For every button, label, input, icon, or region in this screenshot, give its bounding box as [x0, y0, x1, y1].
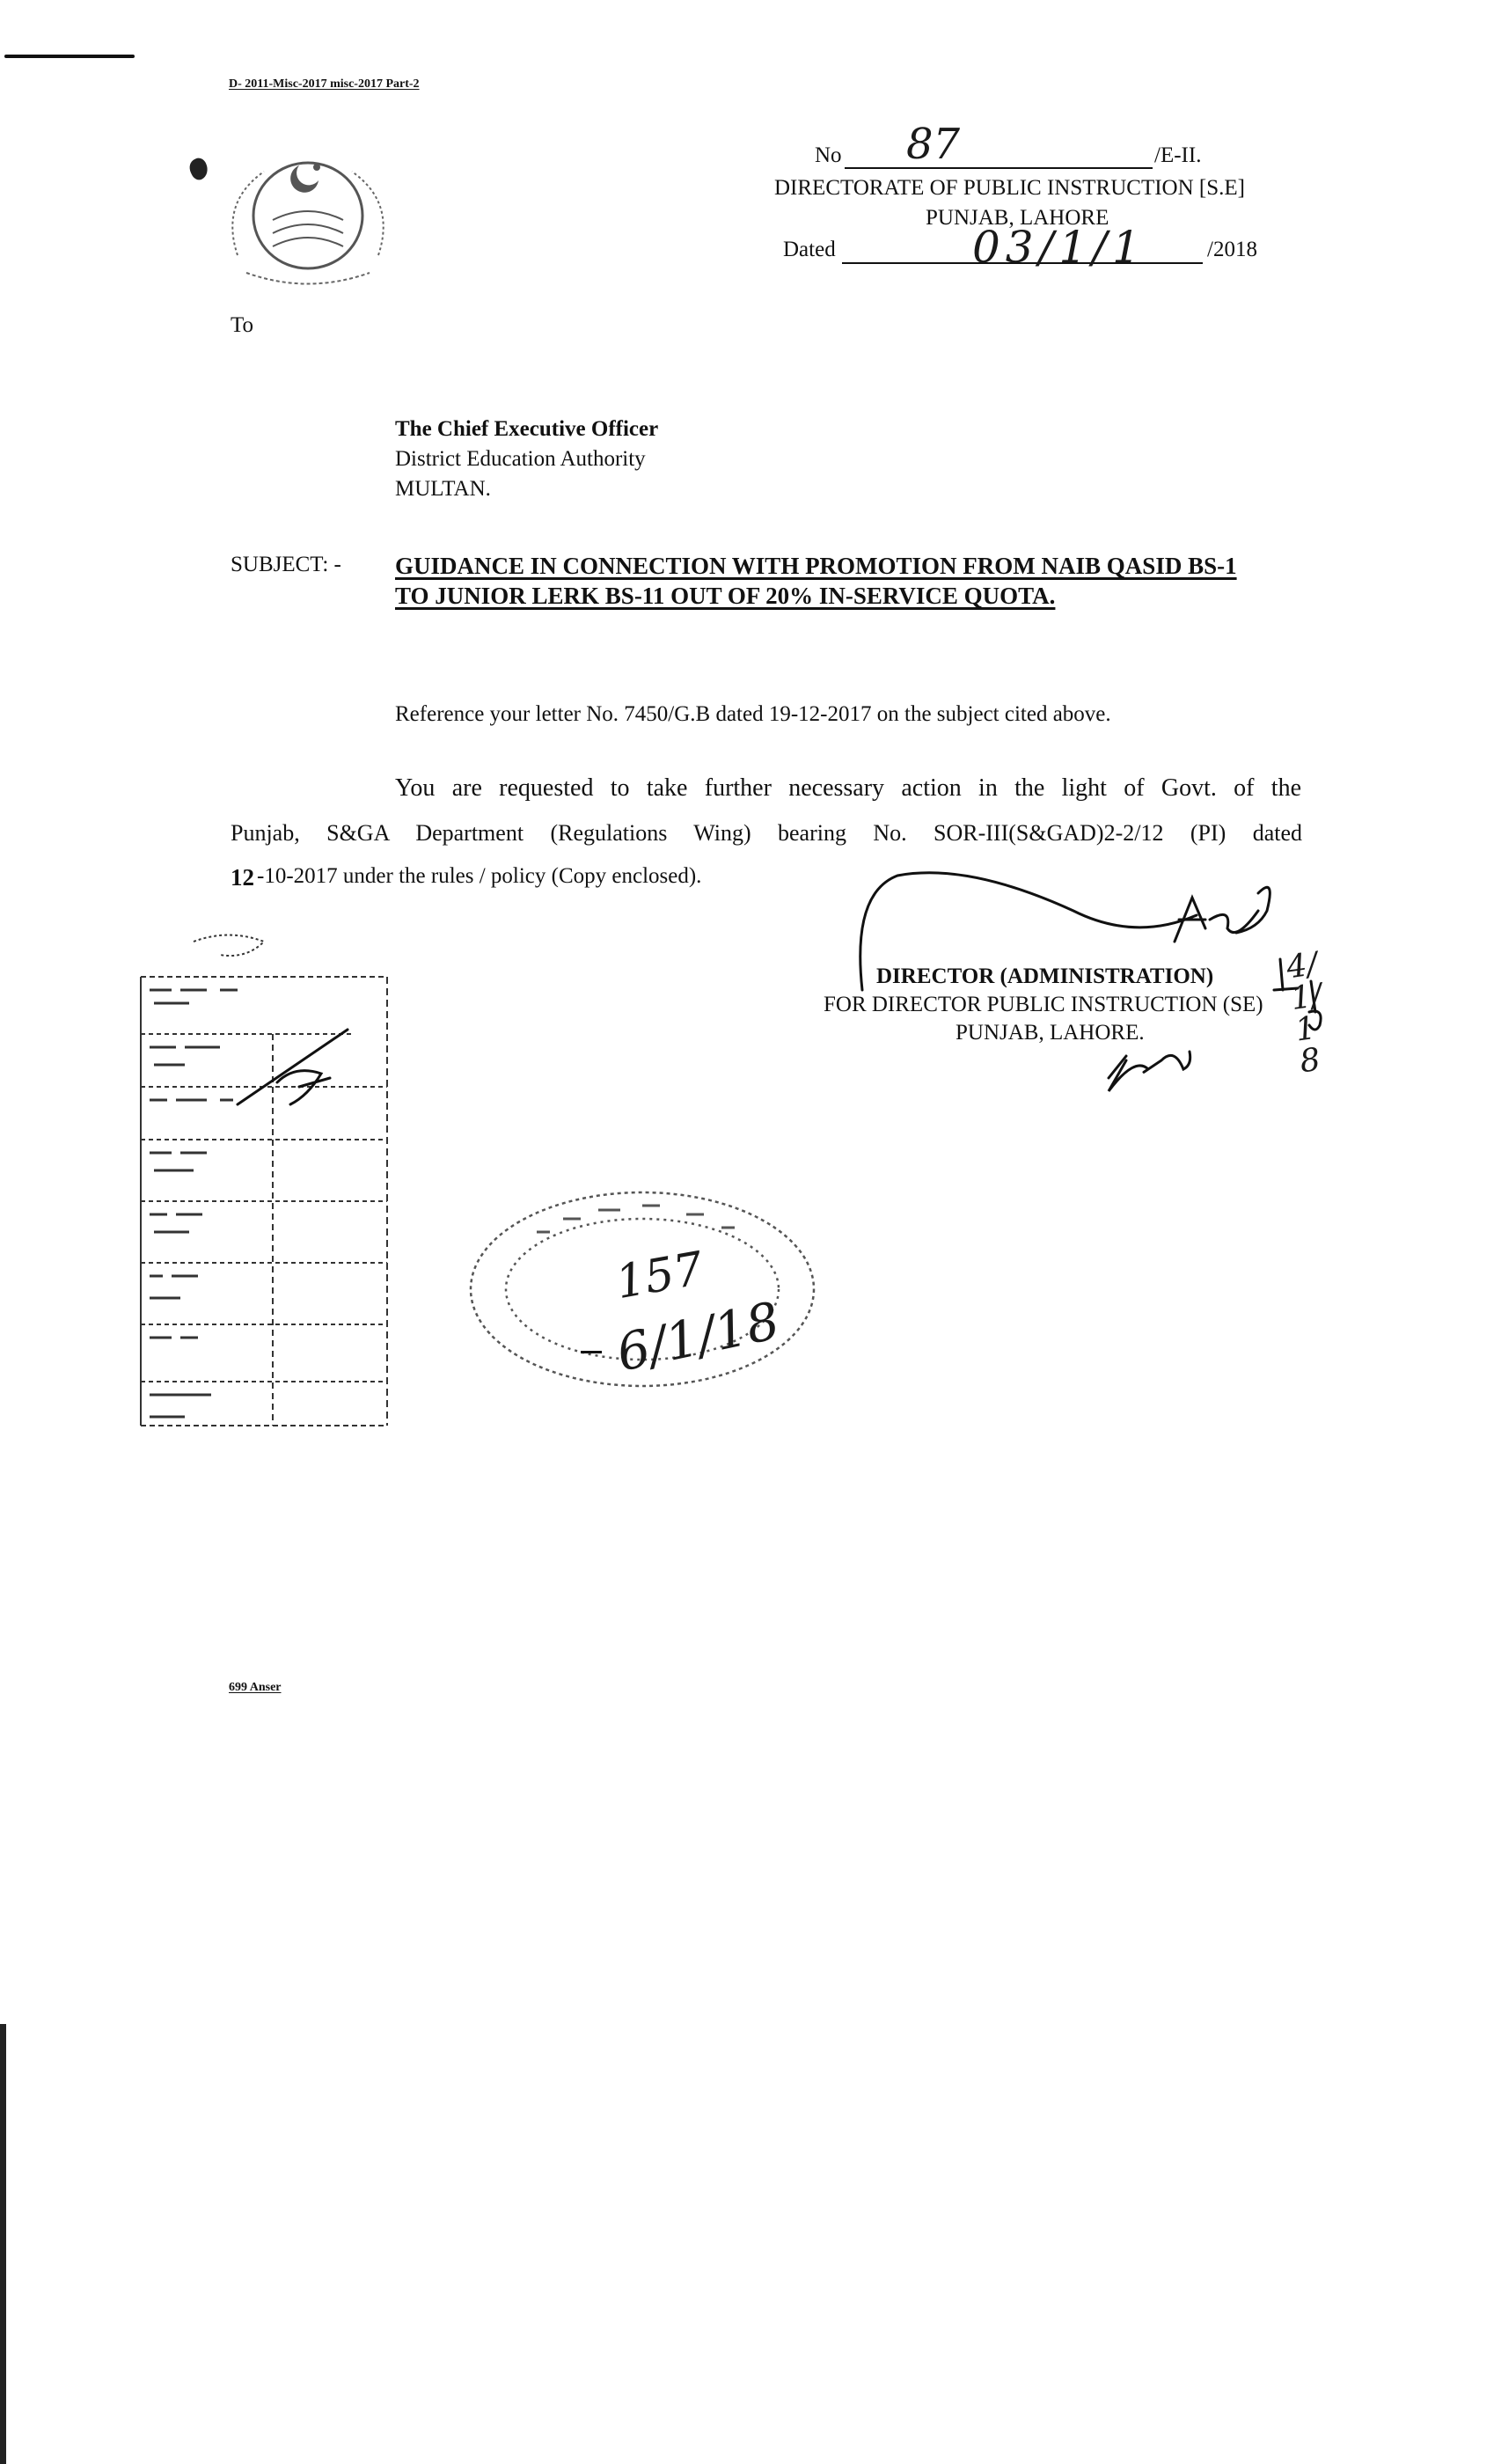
scan-edge-shadow [0, 2024, 6, 2464]
reference-line: Reference your letter No. 7450/G.B dated 19-12-2017 on the subject cited above. [395, 702, 1111, 726]
body-paragraph-line-1: You are requested to take further necessary action in the light of Govt. of the [395, 774, 1301, 802]
footer-reference: 699 Anser [229, 1681, 282, 1694]
addressee-title: The Chief Executive Officer [395, 417, 659, 441]
to-label: To [231, 313, 254, 337]
addressee-city: MULTAN. [395, 477, 491, 501]
stamp-handwritten-number: 157 [611, 1242, 707, 1310]
ink-blot-mark [187, 156, 211, 182]
letter-number-rule [845, 167, 1153, 169]
body-paragraph-line-2: Punjab, S&GA Department (Regulations Wing) bearing No. SOR-III(S&GAD)2-2/12 (PI) dated [231, 820, 1302, 846]
subject-line-1: GUIDANCE IN CONNECTION WITH PROMOTION FROM NAIB QASID BS-1 [395, 553, 1237, 579]
body-paragraph-line-3: -10-2017 under the rules / policy (Copy enclosed). [257, 864, 702, 888]
signatory-city: PUNJAB, LAHORE. [956, 1021, 1145, 1045]
office-city: PUNJAB, LAHORE [926, 206, 1109, 230]
dated-label: Dated [783, 238, 836, 261]
subject-label: SUBJECT: - [231, 553, 341, 576]
letter-number-suffix: /E-II. [1154, 143, 1202, 167]
signatory-designation: DIRECTOR (ADMINISTRATION) [876, 964, 1214, 988]
dated-year: /2018 [1207, 238, 1257, 261]
stamp-dash-mark [581, 1351, 602, 1353]
margin-pen-mark [4, 55, 135, 58]
letter-number-value: 87 [906, 120, 961, 169]
addressee-authority: District Education Authority [395, 447, 646, 471]
margin-handwritten-date: 4/1/18 [1284, 945, 1325, 1081]
file-reference: D- 2011-Misc-2017 misc-2017 Part-2 [229, 77, 420, 91]
punjab-emblem-logo [211, 141, 405, 290]
subject-line-2: TO JUNIOR LERK BS-11 OUT OF 20% IN-SERVICE QUOTA. [395, 583, 1056, 609]
dated-value: 03/1/1 [972, 222, 1146, 273]
receipt-diary-stamp [132, 924, 396, 1434]
body-paragraph-day: 12 [231, 864, 254, 891]
stamp-handwritten-date: 6/1/18 [611, 1290, 785, 1383]
signatory-office: FOR DIRECTOR PUBLIC INSTRUCTION (SE) [824, 993, 1263, 1016]
letter-number-label: No [815, 143, 842, 167]
office-name: DIRECTORATE OF PUBLIC INSTRUCTION [S.E] [774, 176, 1245, 200]
